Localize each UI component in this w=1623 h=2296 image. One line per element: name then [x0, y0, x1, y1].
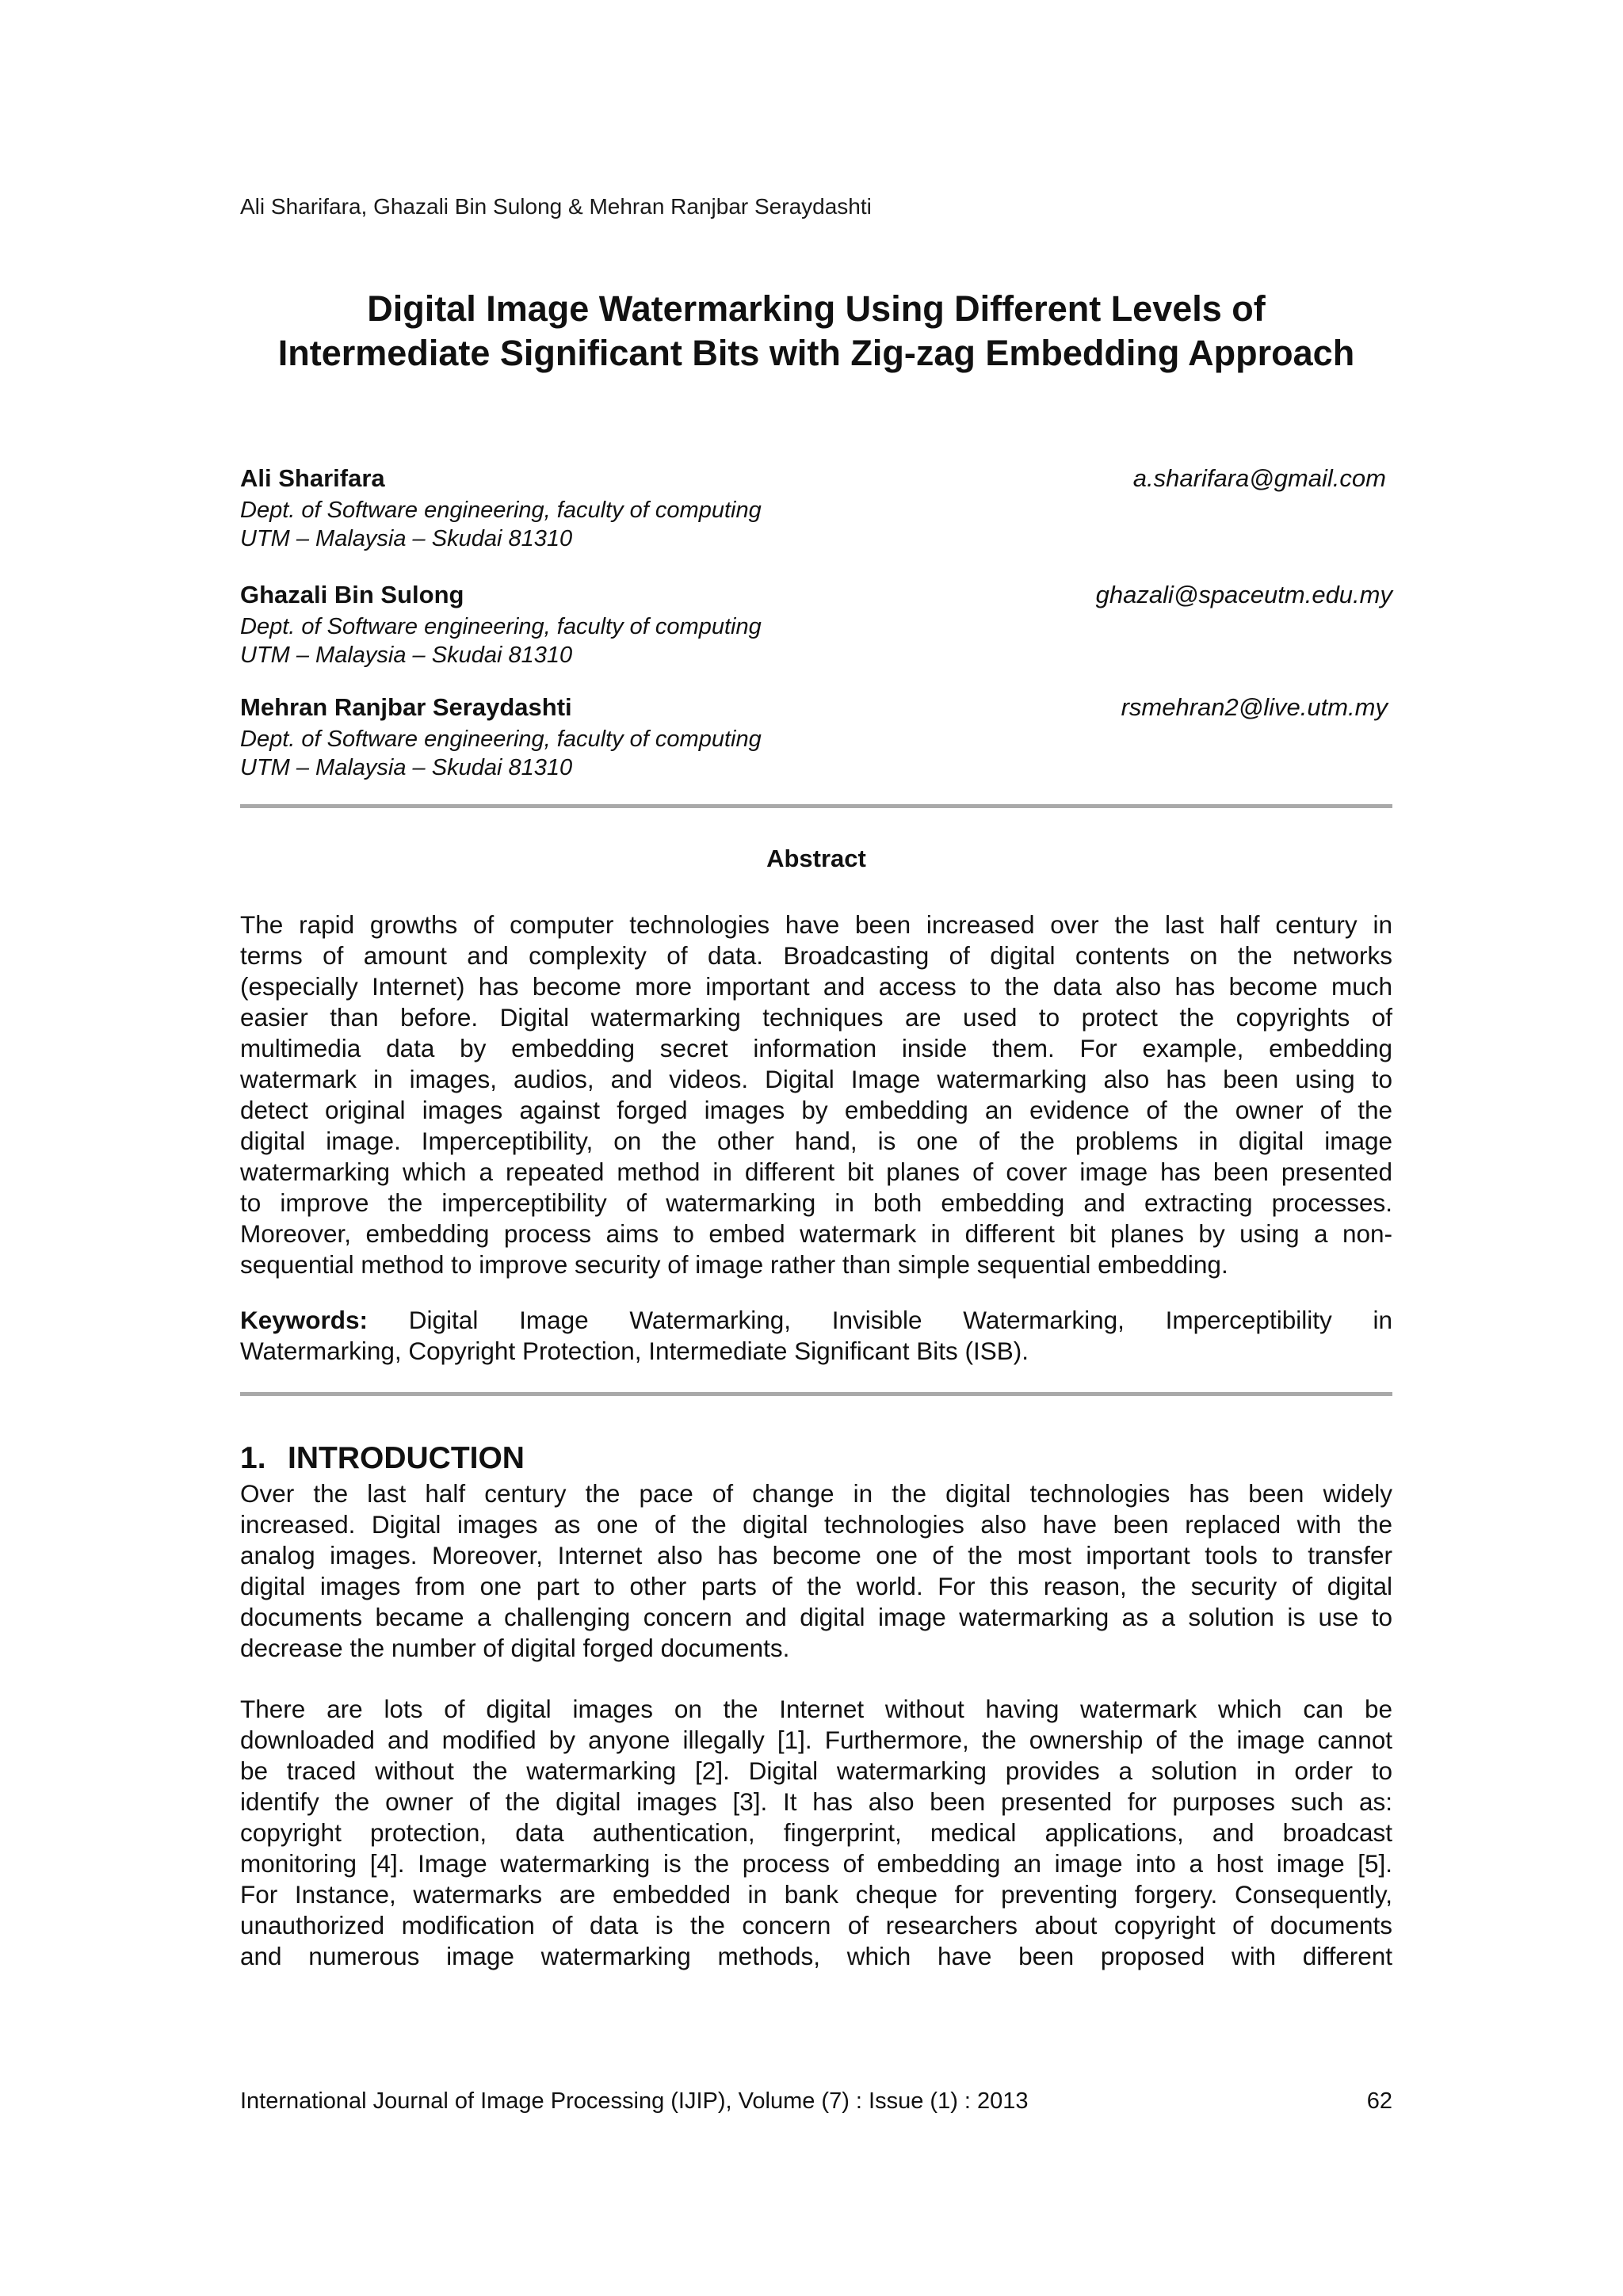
- keywords-text-1: Digital Image Watermarking, Invisible Watermarking, Imperceptibility in: [408, 1306, 1392, 1334]
- abstract-line: digital image. Imperceptibility, on the other hand, is one of the problems in digital image: [240, 1127, 1392, 1155]
- affiliation-line-2: UTM – Malaysia – Skudai 81310: [240, 643, 573, 668]
- abstract-line: to improve the imperceptibility of watermarking in both embedding and extracting processes.: [240, 1188, 1392, 1217]
- paragraph-line: analog images. Moreover, Internet also has become one of the most important tools to transfer: [240, 1541, 1392, 1569]
- paragraph-line: increased. Digital images as one of the digital technologies also have been replaced with the: [240, 1510, 1392, 1539]
- paragraph-line: and numerous image watermarking methods, which have been proposed with different: [240, 1942, 1392, 1970]
- section-number: 1.: [240, 1441, 266, 1475]
- paragraph-line: be traced without the watermarking [2]. Digital watermarking provides a solution in order to: [240, 1756, 1392, 1785]
- paragraph-line: copyright protection, data authentication, fingerprint, medical applications, and broadcast: [240, 1818, 1392, 1847]
- paragraph-line: downloaded and modified by anyone illegally [1]. Furthermore, the ownership of the image cannot: [240, 1726, 1392, 1754]
- paragraph-line: For Instance, watermarks are embedded in bank cheque for preventing forgery. Consequently,: [240, 1880, 1392, 1909]
- paragraph-line: identify the owner of the digital images [3]. It has also been presented for purposes such as:: [240, 1787, 1392, 1816]
- author-affiliation: [240, 496, 762, 553]
- author-block-2: [240, 580, 1392, 675]
- abstract-line: Moreover, embedding process aims to embed watermark in different bit planes by using a non-: [240, 1219, 1392, 1248]
- paper-title: [240, 287, 1392, 376]
- abstract-body: [240, 910, 1392, 1280]
- abstract-line: sequential method to improve security of image rather than simple sequential embedding.: [240, 1250, 1228, 1279]
- abstract-line: detect original images against forged images by embedding an evidence of the owner of the: [240, 1096, 1392, 1124]
- abstract-line: watermark in images, audios, and videos. Digital Image watermarking also has been using to: [240, 1065, 1392, 1093]
- author-block-3: [240, 692, 1392, 788]
- divider-rule-bottom: [240, 1392, 1392, 1396]
- abstract-line: terms of amount and complexity of data. Broadcasting of digital contents on the networks: [240, 941, 1392, 970]
- paragraph-line: monitoring [4]. Image watermarking is the process of embedding an image into a host image [5].: [240, 1849, 1392, 1878]
- paragraph-line: Over the last half century the pace of change in the digital technologies has been widely: [240, 1479, 1392, 1508]
- affiliation-line-1: Dept. of Software engineering, faculty of computing: [240, 614, 762, 639]
- footer-journal: International Journal of Image Processing (IJIP), Volume (7) : Issue (1) : 2013: [240, 2088, 1029, 2114]
- affiliation-line-2: UTM – Malaysia – Skudai 81310: [240, 526, 573, 551]
- title-line-2: Intermediate Significant Bits with Zig-zag Embedding Approach: [277, 333, 1355, 373]
- abstract-heading: Abstract: [766, 845, 866, 872]
- introduction-paragraph-2: [240, 1694, 1392, 1972]
- author-affiliation: [240, 612, 762, 669]
- affiliation-line-1: Dept. of Software engineering, faculty of computing: [240, 498, 762, 523]
- keywords-line-1: [240, 1305, 1392, 1336]
- author-email: ghazali@spaceutm.edu.my: [1095, 581, 1392, 608]
- section-title: INTRODUCTION: [288, 1441, 525, 1475]
- abstract-line: multimedia data by embedding secret information inside them. For example, embedding: [240, 1034, 1392, 1062]
- keywords-label: Keywords:: [240, 1306, 369, 1334]
- affiliation-line-1: Dept. of Software engineering, faculty of computing: [240, 727, 762, 752]
- author-name: Ghazali Bin Sulong: [240, 581, 464, 608]
- author-email: rsmehran2@live.utm.my: [1121, 693, 1388, 721]
- abstract-line: watermarking which a repeated method in different bit planes of cover image has been presented: [240, 1158, 1392, 1186]
- paragraph-line: unauthorized modification of data is the concern of researchers about copyright of documents: [240, 1911, 1392, 1939]
- running-header-authors: Ali Sharifara, Ghazali Bin Sulong & Mehran Ranjbar Seraydashti: [240, 194, 872, 219]
- abstract-line: easier than before. Digital watermarking techniques are used to protect the copyrights of: [240, 1003, 1392, 1032]
- paragraph-line: documents became a challenging concern and digital image watermarking as a solution is use to: [240, 1603, 1392, 1631]
- author-block-1: [240, 463, 1392, 559]
- paragraph-line: digital images from one part to other parts of the world. For this reason, the security of digital: [240, 1572, 1392, 1600]
- abstract-line: The rapid growths of computer technologies have been increased over the last half century in: [240, 910, 1392, 939]
- author-email: a.sharifara@gmail.com: [1132, 464, 1386, 492]
- keywords-line-2: Watermarking, Copyright Protection, Intermediate Significant Bits (ISB).: [240, 1337, 1029, 1365]
- author-affiliation: [240, 725, 762, 782]
- divider-rule-top: [240, 804, 1392, 808]
- footer-page-number: 62: [1366, 2088, 1392, 2114]
- introduction-paragraph-1: [240, 1478, 1392, 1664]
- author-name: Mehran Ranjbar Seraydashti: [240, 693, 572, 721]
- section-heading-introduction: [240, 1440, 525, 1477]
- paragraph-line: There are lots of digital images on the Internet without having watermark which can be: [240, 1695, 1392, 1723]
- affiliation-line-2: UTM – Malaysia – Skudai 81310: [240, 755, 573, 780]
- paragraph-line: decrease the number of digital forged documents.: [240, 1634, 790, 1662]
- author-name: Ali Sharifara: [240, 464, 385, 492]
- abstract-line: (especially Internet) has become more important and access to the data also has become much: [240, 972, 1392, 1001]
- title-line-1: Digital Image Watermarking Using Different Levels of: [367, 288, 1266, 329]
- keywords-block: [240, 1305, 1392, 1367]
